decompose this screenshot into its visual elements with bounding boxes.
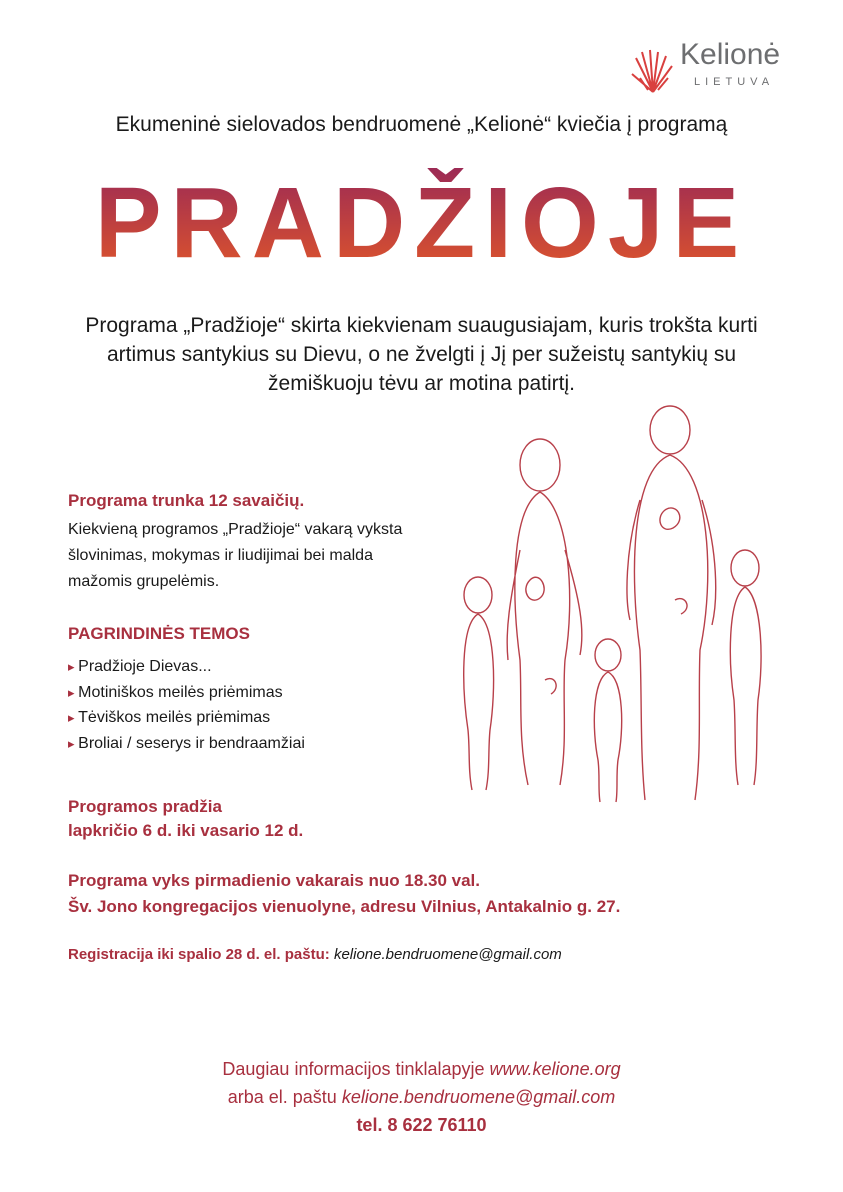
- start-range: lapkričio 6 d. iki vasario 12 d.: [68, 821, 304, 840]
- registration: [68, 946, 562, 963]
- logo-sub: LIETUVA: [694, 76, 775, 88]
- page-title: PRADŽIOJE: [0, 168, 843, 278]
- list-item: ▸ Pradžioje Dievas...: [68, 654, 305, 680]
- topics-list: [68, 654, 305, 756]
- family-line-drawing: [450, 400, 790, 810]
- figure-child-left: [464, 577, 494, 790]
- venue: [68, 868, 620, 920]
- figure-woman: [507, 439, 582, 785]
- duration-text: Kiekvieną programos „Pradžioje“ vakarą vyksta šlovinimas, mokymas ir liudijimai bei malda mažomis grupelėmis.: [68, 521, 403, 590]
- registration-label: Registracija iki spalio 28 d. el. paštu:: [68, 946, 330, 963]
- phone: tel. 8 622 76110: [356, 1115, 487, 1135]
- start-label: Programos pradžia: [68, 797, 222, 816]
- duration-heading: Programa trunka 12 savaičių.: [68, 491, 305, 510]
- footer: [0, 1055, 843, 1139]
- list-item: ▸ Broliai / seserys ir bendraamžiai: [68, 731, 305, 757]
- figure-child-center: [594, 639, 621, 802]
- website-link[interactable]: www.kelione.org: [489, 1059, 621, 1079]
- registration-email[interactable]: kelione.bendruomene@gmail.com: [333, 946, 562, 963]
- start-dates: [68, 795, 303, 843]
- figure-child-right: [730, 550, 761, 785]
- logo-name: Kelionė: [680, 38, 781, 71]
- description: Programa „Pradžioje“ skirta kiekvienam suaugusiajam, kuris trokšta kurti artimus santykius su Dievu, o ne žvelgti į Jį per sužeistų santykių su žemiškuoju tėvu ar motina patirtį.: [85, 314, 758, 395]
- logo-branches-icon: [628, 44, 678, 94]
- topics-heading: PAGRINDINĖS TEMOS: [68, 624, 250, 643]
- intro-text: Ekumeninė sielovados bendruomenė „Kelionė“ kviečia į programą: [115, 113, 728, 136]
- footer-email-link[interactable]: kelione.bendruomene@gmail.com: [341, 1087, 616, 1107]
- venue-address: Šv. Jono kongregacijos vienuolyne, adresu Vilnius, Antakalnio g. 27.: [68, 897, 621, 916]
- footer-email-label: arba el. paštu: [227, 1087, 342, 1107]
- list-item: ▸ Motiniškos meilės priėmimas: [68, 680, 305, 706]
- venue-time: Programa vyks pirmadienio vakarais nuo 18.30 val.: [68, 871, 480, 890]
- list-item: ▸ Tėviškos meilės priėmimas: [68, 705, 305, 731]
- logo: [628, 36, 808, 96]
- figure-man: [627, 406, 716, 800]
- footer-info-label: Daugiau informacijos tinklalapyje: [222, 1059, 490, 1079]
